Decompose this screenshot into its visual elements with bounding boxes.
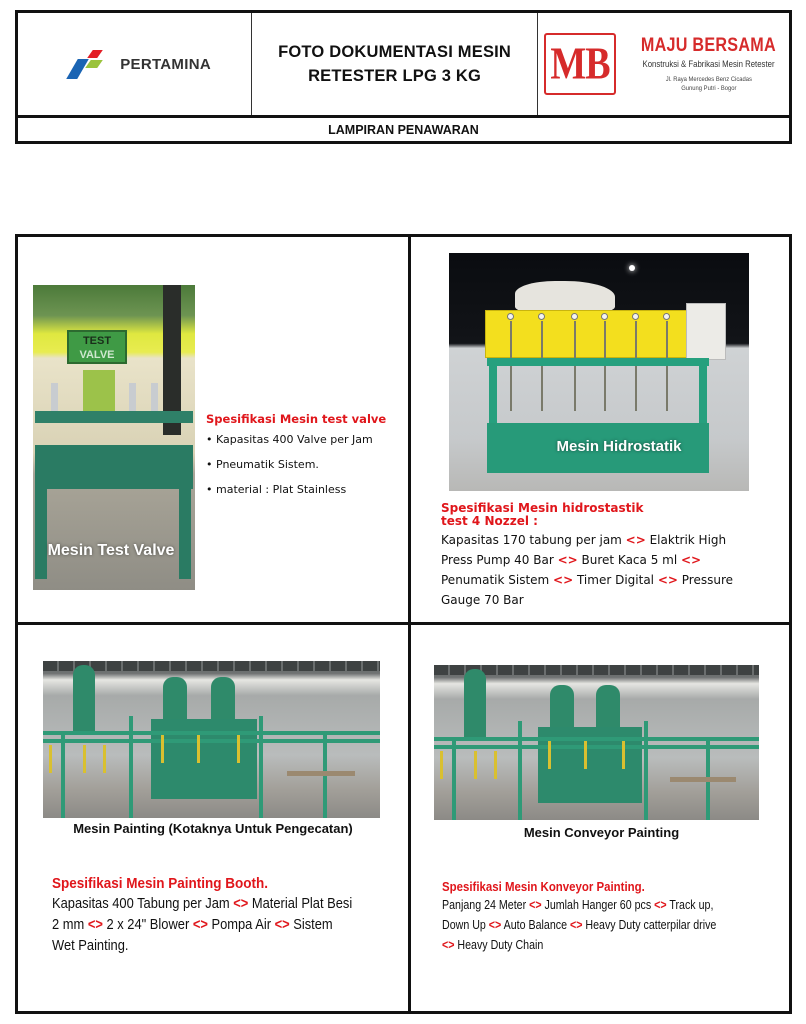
spec-line: Panjang 24 Meter <> Jumlah Hanger 60 pcs <> Track up, [442, 897, 714, 912]
grid-divider-horizontal [18, 622, 789, 625]
pertamina-wordmark: PERTAMINA [120, 55, 211, 73]
title-line-2: RETESTER LPG 3 KG [308, 67, 482, 85]
painting-booth-spec-title: Spesifikasi Mesin Painting Booth. [52, 875, 269, 892]
maju-bersama-logo-cell [538, 13, 789, 115]
hidrostatik-photo-label: Mesin Hidrostatik [556, 438, 682, 455]
spec-bullet: • Pneumatik Sistem. [206, 458, 319, 471]
conveyor-painting-spec [442, 879, 787, 955]
spec-line: Press Pump 40 Bar <> Buret Kaca 5 ml <> [441, 553, 702, 567]
test-valve-spec-list [206, 427, 406, 502]
spec-line: Down Up <> Auto Balance <> Heavy Duty catterpilar drive [442, 917, 717, 932]
pertamina-logo [66, 47, 211, 81]
painting-booth-caption: Mesin Painting (Kotaknya Untuk Pengecatan) [73, 821, 353, 836]
test-valve-spec [206, 412, 406, 502]
hidrostatik-spec [441, 502, 786, 610]
hidrostatik-spec-title: Spesifikasi Mesin hidrostastik test 4 Nozzel : [441, 501, 644, 528]
spec-bullet: • material : Plat Stainless [206, 483, 347, 496]
spec-line: <> Heavy Duty Chain [442, 937, 544, 952]
subtitle-lampiran: LAMPIRAN PENAWARAN [328, 122, 479, 137]
conveyor-painting-spec-text [442, 895, 786, 955]
mb-company-info [628, 35, 789, 93]
conveyor-painting-spec-title: Spesifikasi Mesin Konveyor Painting. [442, 879, 645, 894]
pertamina-mark-icon [66, 47, 112, 81]
spec-line: Kapasitas 400 Tabung per Jam <> Material Plat Besi [52, 895, 353, 912]
painting-booth-photo [43, 661, 380, 818]
conveyor-painting-photo [434, 665, 759, 820]
hidrostatik-photo [449, 253, 749, 491]
document-header [15, 10, 792, 144]
company-address: Jl. Raya Mercedes Benz Cicadas Gunung Putri - Bogor [665, 76, 752, 92]
painting-booth-spec [52, 875, 397, 956]
document-title [252, 13, 538, 115]
spec-bullet: • Kapasitas 400 Valve per Jam [206, 433, 373, 446]
spec-line: Kapasitas 170 tabung per jam <> Elaktrik High [441, 533, 727, 547]
conveyor-painting-caption: Mesin Conveyor Painting [523, 825, 680, 840]
pertamina-logo-cell [18, 13, 252, 115]
hidrostatik-spec-text [441, 530, 786, 610]
header-subtitle-row [18, 118, 789, 141]
spec-line: Gauge 70 Bar [441, 593, 524, 607]
machine-grid [15, 234, 792, 1014]
company-name: MAJU BERSAMA [641, 35, 776, 56]
spec-line: 2 mm <> 2 x 24" Blower <> Pompa Air <> Sistem [52, 916, 333, 933]
test-valve-spec-title: Spesifikasi Mesin test valve [206, 412, 387, 426]
test-valve-photo [33, 285, 195, 590]
title-line-1: FOTO DOKUMENTASI MESIN [278, 43, 512, 61]
header-top-row [18, 13, 789, 118]
painting-booth-spec-text [52, 893, 396, 956]
spec-line: Penumatik Sistem <> Timer Digital <> Pressure [441, 573, 733, 587]
test-valve-photo-label: Mesin Test Valve [47, 542, 175, 559]
spec-line: Wet Painting. [52, 937, 129, 954]
company-tagline: Konstruksi & Fabrikasi Mesin Retester [642, 59, 775, 70]
test-valve-sign: TEST VALVE [67, 330, 127, 364]
mb-monogram-icon: MB [544, 33, 616, 95]
